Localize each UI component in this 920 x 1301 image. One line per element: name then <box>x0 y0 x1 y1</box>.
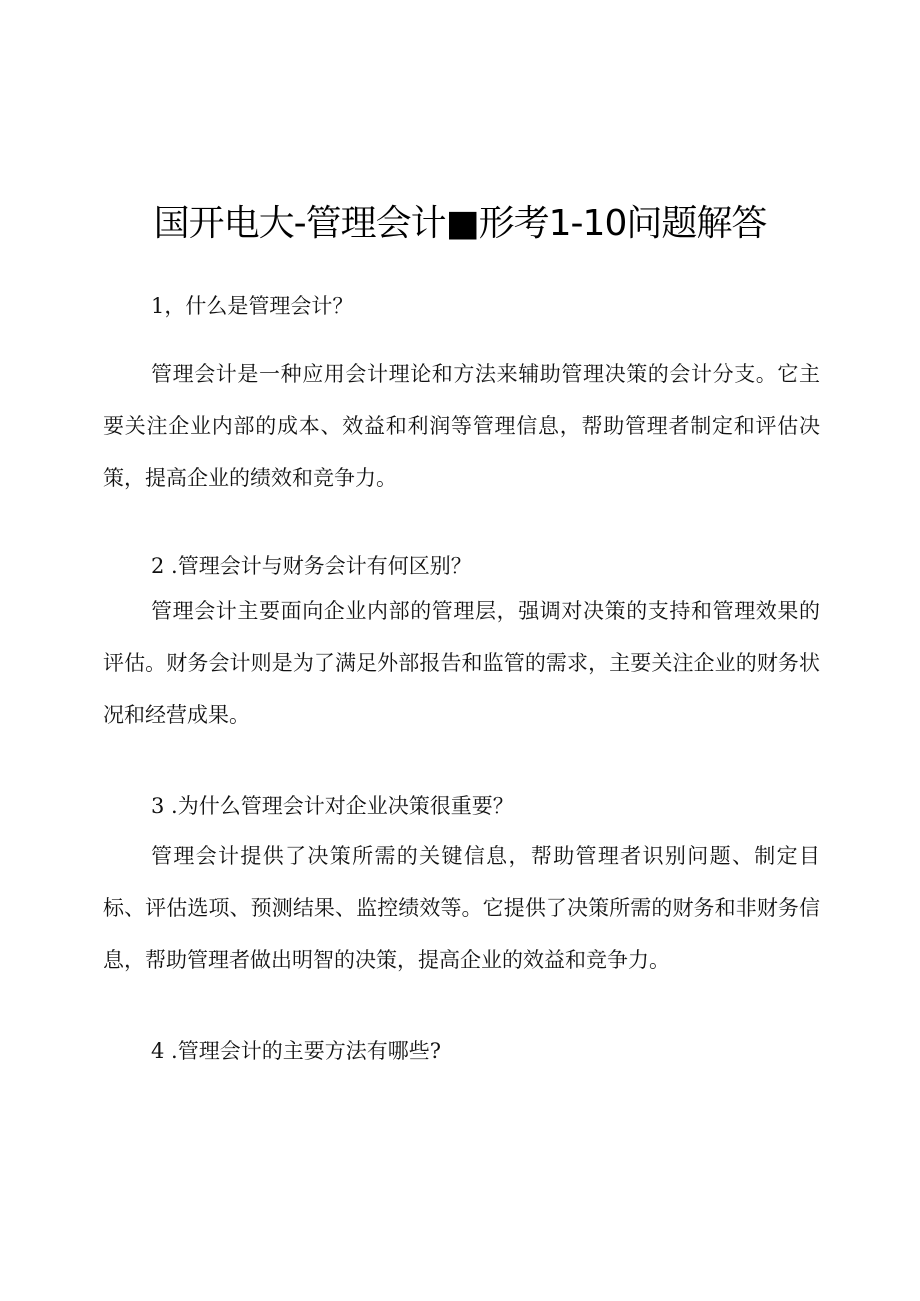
answer-3: 管理会计提供了决策所需的关键信息，帮助管理者识别问题、制定目标、评估选项、预测结果、监控绩效等。它提供了决策所需的财务和非财务信息，帮助管理者做出明智的决策，提高企业的效益和竞争力。 <box>103 844 820 972</box>
question-2: 2 .管理会计与财务会计有何区别？ <box>151 554 472 578</box>
question-3: 3 .为什么管理会计对企业决策很重要？ <box>151 794 514 818</box>
question-4: 4 .管理会计的主要方法有哪些? <box>151 1039 441 1063</box>
document-title: 国开电大-管理会计■形考1-10问题解答 <box>153 203 767 245</box>
answer-1: 管理会计是一种应用会计理论和方法来辅助管理决策的会计分支。它主要关注企业内部的成本、效益和利润等管理信息，帮助管理者制定和评估决策，提高企业的绩效和竞争力。 <box>103 362 820 490</box>
question-1: 1，什么是管理会计？ <box>151 294 354 318</box>
answer-2: 管理会计主要面向企业内部的管理层，强调对决策的支持和管理效果的评估。财务会计则是为了满足外部报告和监管的需求，主要关注企业的财务状况和经营成果。 <box>103 599 820 727</box>
